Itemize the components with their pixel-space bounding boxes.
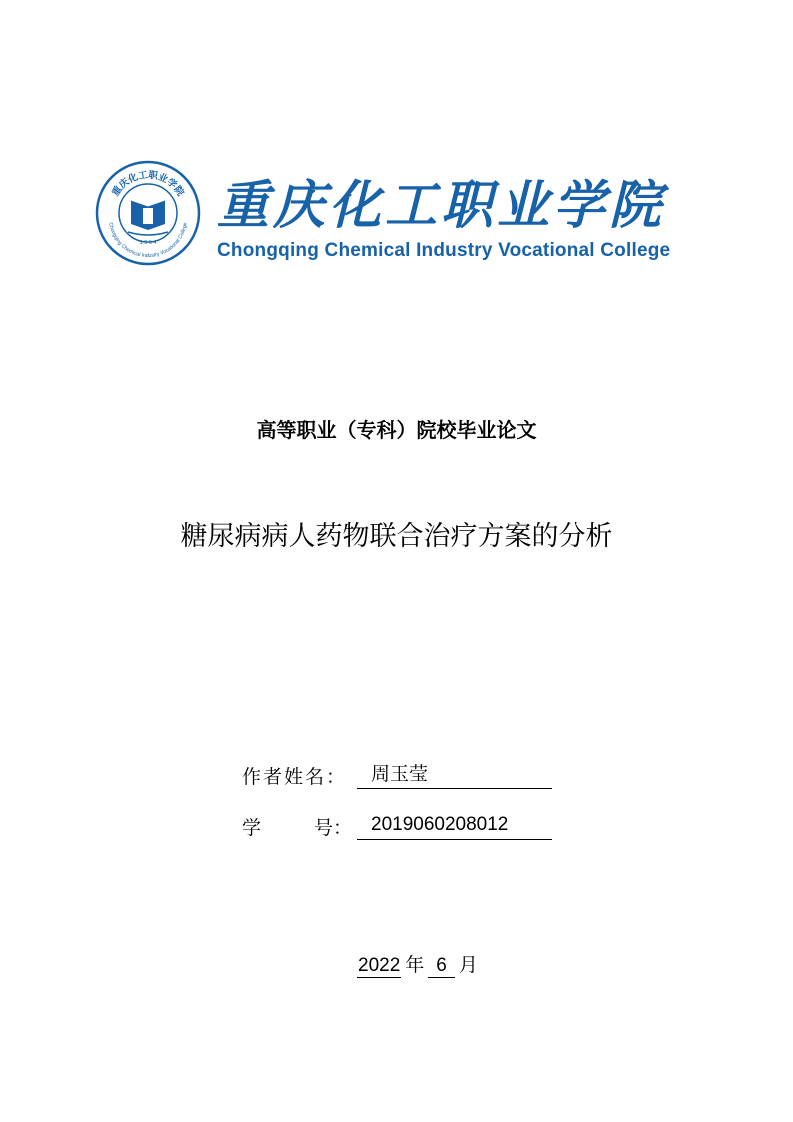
college-name-en: Chongqing Chemical Industry Vocational College [217,240,671,261]
date-month: 6 [428,955,455,978]
seal-top-text: 重庆化工职业学院 [110,169,186,199]
author-value: 周玉莹 [357,762,552,789]
author-label: 作者姓名： [242,766,348,788]
submission-date [357,950,482,978]
date-year-unit: 年 [405,954,425,976]
student-id-label-b: 号： [314,817,353,839]
seal-year-text: 1 9 6 4 [139,240,157,246]
college-logo-block [95,160,695,272]
date-year: 2022 [358,955,401,976]
student-id-label-a: 学 [242,817,262,839]
date-month-unit: 月 [458,954,478,976]
student-id-value: 2019060208012 [357,813,552,840]
college-seal-icon [95,160,201,266]
college-name-cn: 重庆化工职业学院 [217,175,666,236]
seal-bottom-text: Chongqing Chemical Industry Vocational College [107,222,189,260]
thesis-title: 糖尿病病人药物联合治疗方案的分析 [180,521,613,552]
thesis-type: 高等职业（专科）院校毕业论文 [256,418,537,442]
